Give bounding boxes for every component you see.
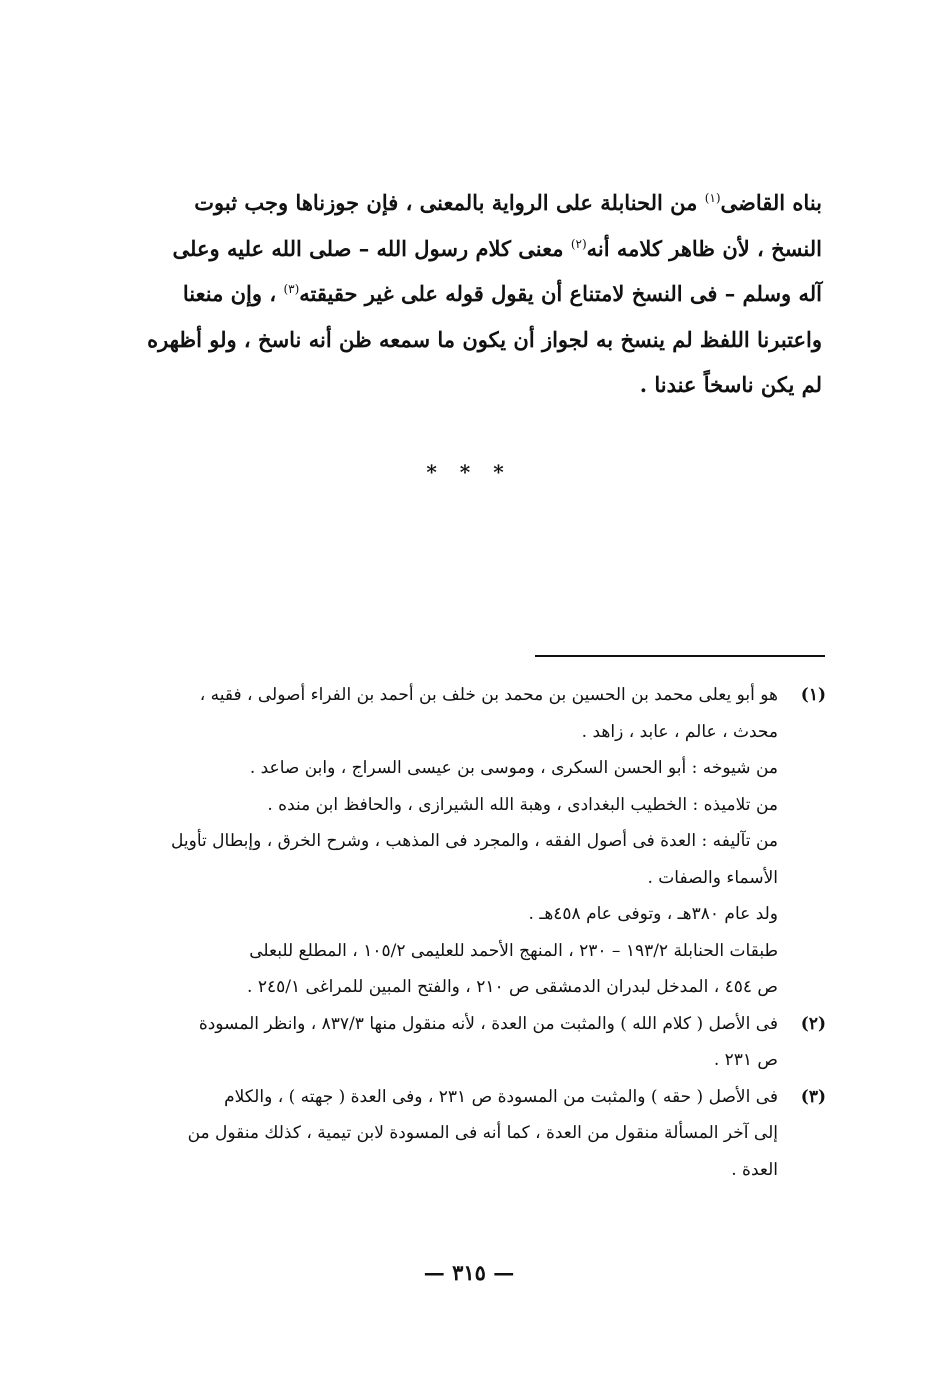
footnote-ref-2[interactable]: (٢) <box>570 236 587 251</box>
footnotes <box>134 677 826 1188</box>
footnote-3 <box>134 1079 826 1189</box>
footnote-ref-1[interactable]: (١) <box>704 191 721 205</box>
footnote-line: هو أبو يعلى محمد بن الحسين بن محمد بن خلف بن أحمد بن الفراء أصولى ، فقيه ، <box>199 685 778 705</box>
footnote-number: (٣) <box>800 1086 826 1107</box>
footnote-line: ص ٢٣١ . <box>713 1050 778 1070</box>
footnote-rule <box>535 655 825 657</box>
main-line: بناه القاضى$^{(١)}$ من الحنابلة على الرواية بالمعنى ، فإن جوزناها وجب ثبوت <box>194 190 822 215</box>
footnote-line: من تآليفه : العدة فى أصول الفقه ، والمجرد فى المذهب ، وشرح الخرق ، وإبطال تأويل <box>171 831 778 851</box>
footnote-line: من شيوخه : أبو الحسن السكرى ، وموسى بن عيسى السراج ، وابن صاعد . <box>249 758 778 778</box>
footnote-line: فى الأصل ( كلام الله ) والمثبت من العدة ، لأنه منقول منها ٨٣٧/٣ ، وانظر المسودة <box>198 1013 778 1034</box>
footnote-line: إلى آخر المسألة منقول من العدة ، كما أنه فى المسودة لابن تيمية ، كذلك منقول من <box>187 1123 778 1143</box>
main-line: آله وسلم – فى النسخ لامتناع أن يقول قوله على غير حقيقته$^{(٣)}$ ، وإن منعنا <box>182 281 822 306</box>
footnote-line: ص ٤٥٤ ، المدخل لبدران الدمشقى ص ٢١٠ ، والفتح المبين للمراغى ٢٤٥/١ . <box>247 977 778 997</box>
main-line: لم يكن ناسخاً عندنا . <box>639 372 822 397</box>
footnote-line: طبقات الحنابلة ١٩٣/٢ – ٢٣٠ ، المنهج الأحمد للعليمى ١٠٥/٢ ، المطلع للبعلى <box>249 940 778 961</box>
main-line: واعتبرنا اللفظ لم ينسخ به لجواز أن يكون ما سمعه ظن أنه ناسخ ، ولو أظهره <box>147 326 822 352</box>
main-line: النسخ ، لأن ظاهر كلامه أنه$^{(٢)}$ معنى كلام رسول الله – صلى الله عليه وعلى <box>172 235 822 261</box>
footnote-number: (٢) <box>800 1013 826 1034</box>
page-number: — ٣١٥ — <box>423 1260 515 1285</box>
footnote-line: الأسماء والصفات . <box>647 867 778 888</box>
footnote-line: ولد عام ٣٨٠هـ ، وتوفى عام ٤٥٨هـ . <box>528 904 778 924</box>
main-paragraph <box>134 180 822 408</box>
footnote-number: (١) <box>800 685 826 705</box>
footnote-line: فى الأصل ( حقه ) والمثبت من المسودة ص ٢٣١ ، وفى العدة ( جهته ) ، والكلام <box>224 1086 778 1107</box>
footnote-line: محدث ، عالم ، عابد ، زاهد . <box>581 721 778 742</box>
section-separator: * * * <box>426 460 512 484</box>
footnote-ref-3[interactable]: (٣) <box>283 282 300 296</box>
footnote-2 <box>134 1006 826 1079</box>
footnote-line: من تلاميذه : الخطيب البغدادى ، وهبة الله الشيرازى ، والحافظ ابن منده . <box>267 794 778 815</box>
footnote-line: العدة . <box>731 1159 778 1180</box>
footnote-1 <box>134 677 826 1006</box>
